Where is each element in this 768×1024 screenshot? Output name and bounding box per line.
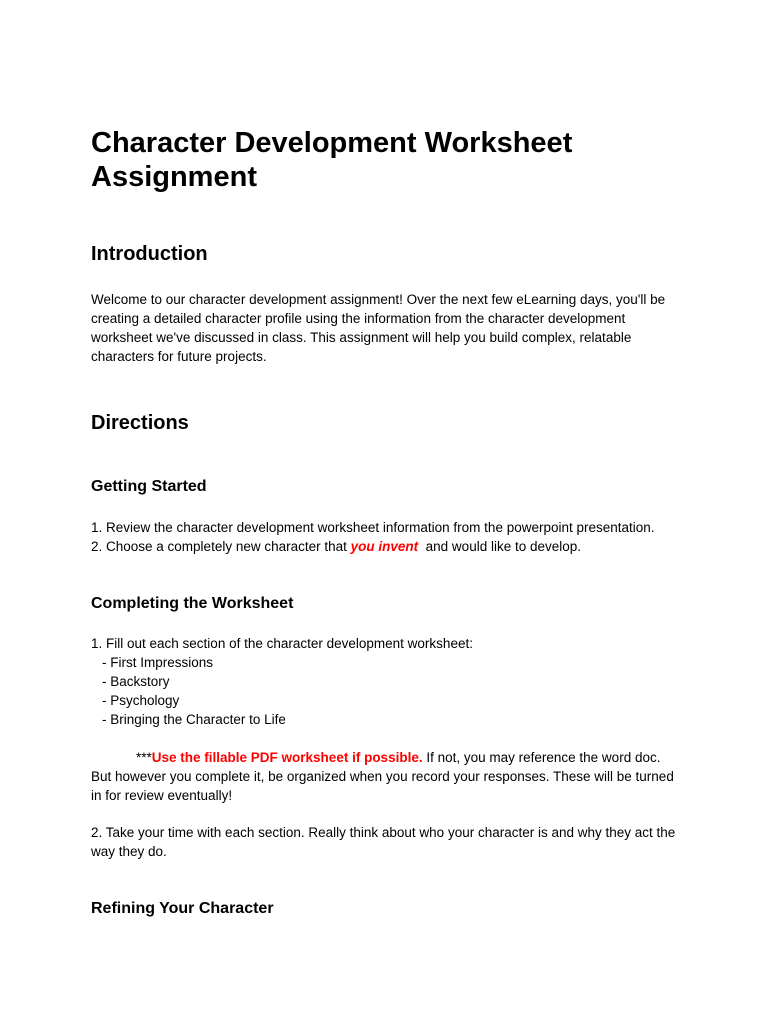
refining-heading: Refining Your Character bbox=[91, 900, 274, 917]
document-content bbox=[91, 126, 691, 919]
introduction-heading: Introduction bbox=[91, 243, 208, 265]
introduction-paragraph: Welcome to our character development assignment! Over the next few eLearning days, you'll be creating a detailed character profile using the information from the character development worksheet we've discussed in class. This assignment will help you build complex, relatable characters for future projects. bbox=[91, 292, 666, 364]
getting-started-step-1: 1. Review the character development worksheet information from the powerpoint presentation. bbox=[91, 520, 655, 535]
completing-step-1: 1. Fill out each section of the character development worksheet: bbox=[91, 636, 473, 651]
step-2-highlight: you invent bbox=[350, 539, 419, 554]
note-rest: If not, you may reference the word doc. But however you complete it, be organized when you record your responses. These will be turned in for review eventually! bbox=[91, 750, 674, 803]
completing-worksheet-heading: Completing the Worksheet bbox=[91, 595, 294, 612]
completing-list bbox=[91, 634, 691, 653]
worksheet-note bbox=[91, 748, 676, 805]
worksheet-section-item: - First Impressions bbox=[102, 655, 214, 670]
note-prefix: *** bbox=[136, 750, 152, 765]
getting-started-list bbox=[91, 518, 691, 556]
worksheet-sections-list bbox=[91, 653, 691, 729]
directions-heading: Directions bbox=[91, 412, 189, 434]
worksheet-section-item: - Psychology bbox=[102, 693, 180, 708]
step-2-text-before: 2. Choose a completely new character that bbox=[91, 539, 351, 554]
completing-step-2: 2. Take your time with each section. Really think about who your character is and why they act the way they do. bbox=[91, 825, 676, 859]
worksheet-section-item: - Bringing the Character to Life bbox=[102, 712, 286, 727]
getting-started-step-2 bbox=[91, 537, 691, 556]
worksheet-section-item: - Backstory bbox=[102, 674, 170, 689]
step-2-text-after: and would like to develop. bbox=[418, 539, 582, 554]
page-title: Character Development Worksheet Assignment bbox=[91, 127, 573, 193]
getting-started-heading: Getting Started bbox=[91, 478, 207, 495]
note-highlight: Use the fillable PDF worksheet if possible. bbox=[151, 750, 423, 765]
